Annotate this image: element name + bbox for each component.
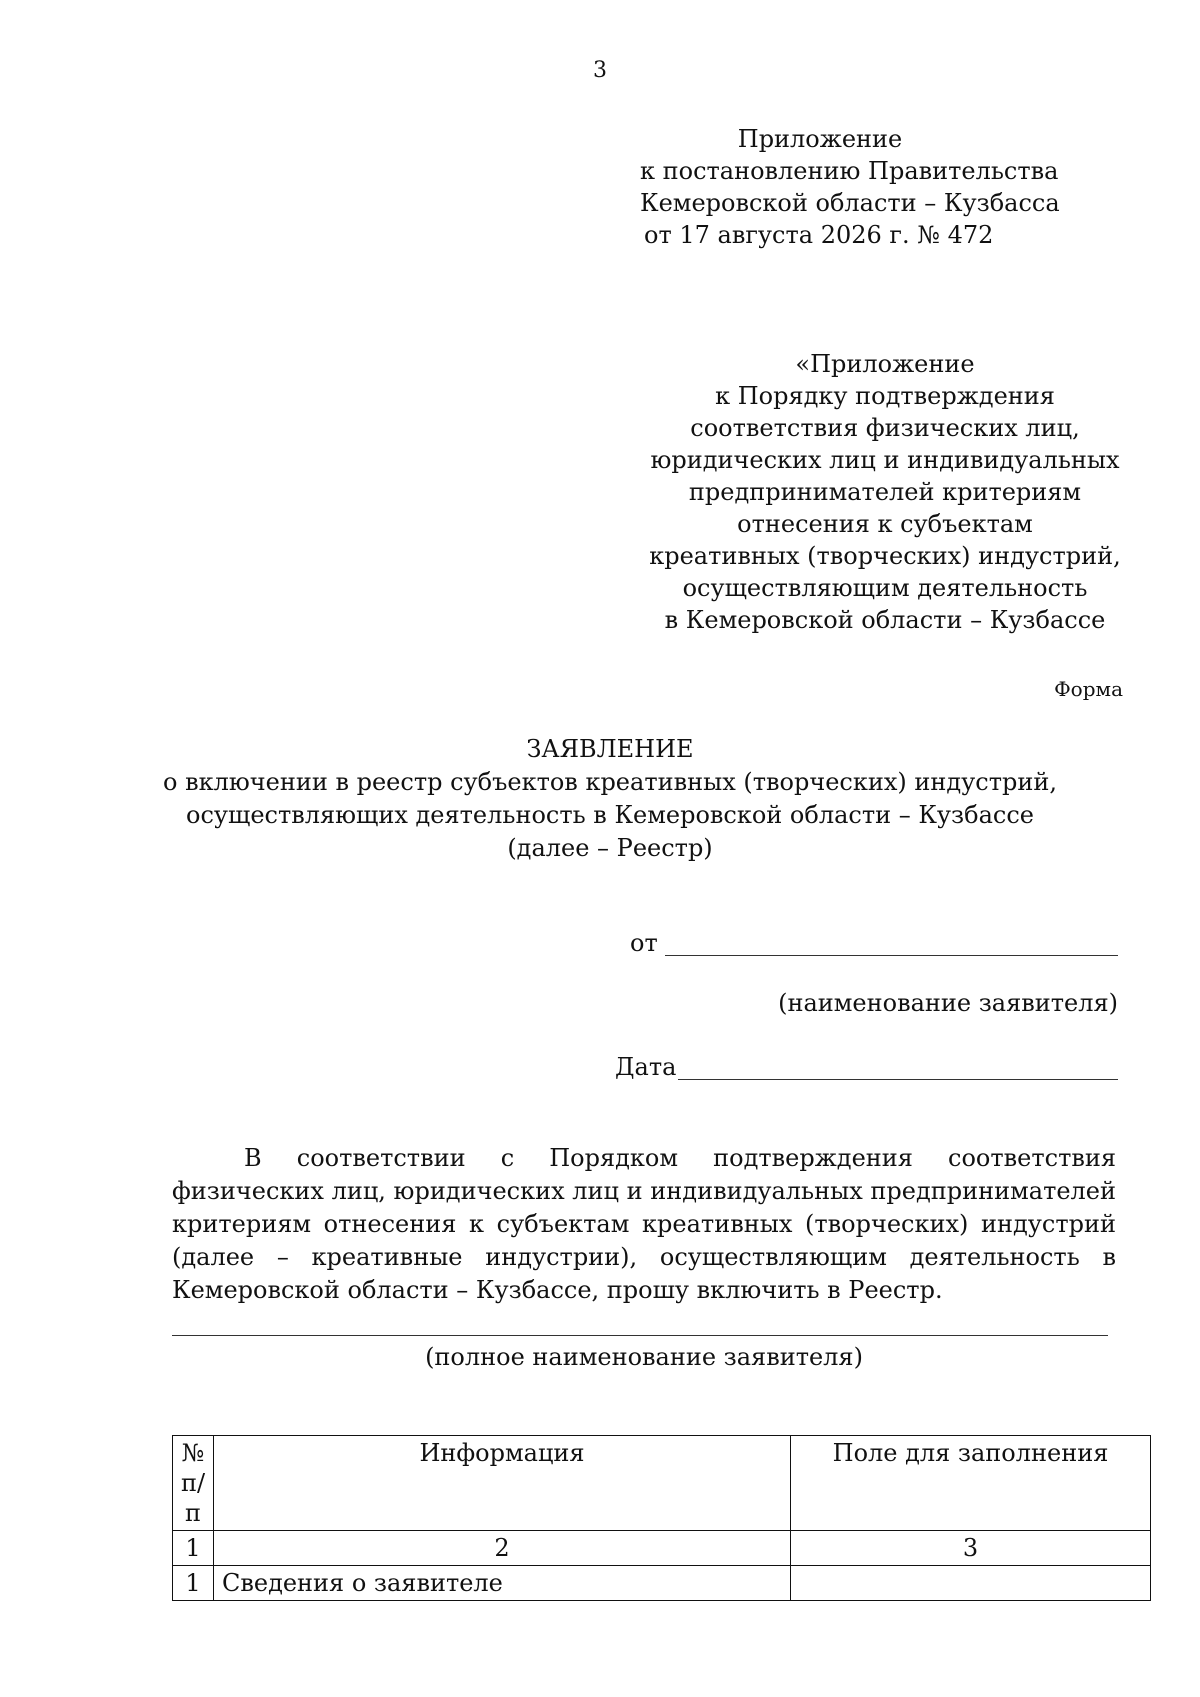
annex-order-line: отнесения к субъектам <box>737 510 1033 538</box>
applicant-name-line[interactable] <box>172 1335 1108 1336</box>
row-info-cell: Сведения о заявителе <box>214 1566 791 1601</box>
annex-header <box>640 123 1060 251</box>
document-title-line: (далее – Реестр) <box>507 834 713 862</box>
annex-header-line: Кемеровской области – Кузбасса <box>640 189 1060 217</box>
page-number: 3 <box>593 58 607 83</box>
annex-order-line: к Порядку подтверждения <box>715 382 1055 410</box>
annex-header-line: от 17 августа 2026 г. № 472 <box>644 221 994 249</box>
numbering-cell: 3 <box>791 1531 1151 1566</box>
body-paragraph: В соответствии с Порядком подтверждения соответствия физических лиц, юридических лиц и индивидуальных предпринимателей критериям отнесения к субъектам креативных (творческих) индустрий (далее – креативные индустрии), осуществляющим деятельность в Кемеровской области – Кузбассе, прошу включить в Реестр. <box>172 1144 1116 1304</box>
annex-order-line: в Кемеровской области – Кузбассе <box>664 606 1106 634</box>
date-field-line[interactable] <box>678 1079 1118 1080</box>
annex-header-line: к постановлению Правительства <box>640 157 1059 185</box>
form-label: Форма <box>1054 677 1123 701</box>
annex-order-line: соответствия физических лиц, <box>690 414 1080 442</box>
table-header-row <box>173 1436 1151 1531</box>
document-title-heading: ЗАЯВЛЕНИЕ <box>526 735 694 763</box>
numbering-cell: 1 <box>173 1531 214 1566</box>
annex-order-line: осуществляющим деятельность <box>682 574 1088 602</box>
from-field-caption: (наименование заявителя) <box>778 989 1118 1017</box>
from-field-line[interactable] <box>665 955 1118 956</box>
header-cell-field: Поле для заполнения <box>791 1436 1151 1531</box>
applicant-caption: (полное наименование заявителя) <box>425 1343 863 1371</box>
row-value-cell[interactable] <box>791 1566 1151 1601</box>
document-title-line: о включении в реестр субъектов креативных (творческих) индустрий, <box>163 768 1057 796</box>
annex-order-line: «Приложение <box>795 350 975 378</box>
annex-order-line: предпринимателей критериям <box>688 478 1082 506</box>
info-table <box>172 1435 1151 1601</box>
row-number-cell: 1 <box>173 1566 214 1601</box>
annex-order <box>640 348 1130 636</box>
header-cell-info: Информация <box>214 1436 791 1531</box>
table-numbering-row <box>173 1531 1151 1566</box>
annex-order-line: юридических лиц и индивидуальных <box>650 446 1120 474</box>
date-field-label: Дата <box>615 1053 677 1081</box>
table-row <box>173 1566 1151 1601</box>
numbering-cell: 2 <box>214 1531 791 1566</box>
document-title <box>130 733 1090 865</box>
document-title-line: осуществляющих деятельность в Кемеровской области – Кузбассе <box>186 801 1034 829</box>
header-cell-number: № п/п <box>173 1436 214 1531</box>
annex-header-line: Приложение <box>737 125 903 153</box>
from-field-label: от <box>630 929 658 957</box>
annex-order-line: креативных (творческих) индустрий, <box>649 542 1121 570</box>
